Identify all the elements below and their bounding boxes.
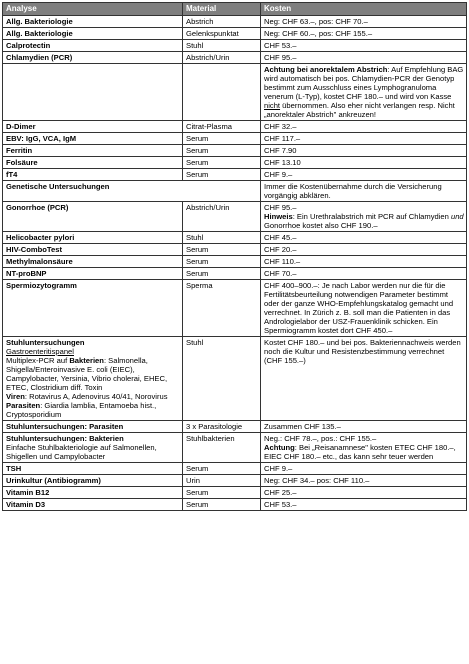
header-kosten: Kosten [261,3,467,16]
table-row [3,268,467,280]
kosten-value: CHF 95.– [264,203,297,212]
table-row [3,475,467,487]
material-cell: Sperma [183,280,261,337]
kosten-cell: CHF 45.– [261,232,467,244]
table-row [3,28,467,40]
kosten-cell: Kostet CHF 180.– und bei pos. Bakteriennachweis werden noch die Kultur und Resistenzbestimmung verrechnet (CHF 155.–) [261,337,467,421]
analyse-cell: HIV-ComboTest [3,244,183,256]
material-cell-empty [183,64,261,121]
material-cell: Serum [183,169,261,181]
kosten-cell: CHF 7.90 [261,145,467,157]
analyse-cell: Ferritin [3,145,183,157]
bakterien-text: : Salmonella, Shigella/Enteroinvasive E. coli (EIEC), Campylobacter, Yersinia, Vibrio cholerai, EHEC, ETEC, Clostridium diff. Toxin [6,356,168,392]
kosten-cell: CHF 9.– [261,463,467,475]
table-row [3,421,467,433]
kosten-cell: CHF 9.– [261,169,467,181]
analyse-cell: Urinkultur (Antibiogramm) [3,475,183,487]
viren-text: : Rotavirus A, Adenovirus 40/41, Norovirus [24,392,168,401]
analyse-cell: Vitamin D3 [3,499,183,511]
cost-table-wrapper [2,2,466,511]
table-row [3,487,467,499]
table-row [3,16,467,28]
hinweis-italic: und [450,212,464,221]
material-cell: Serum [183,499,261,511]
table-row [3,202,467,232]
analyse-cell [3,433,183,463]
analyse-cell: Folsäure [3,157,183,169]
cost-table [2,2,467,511]
parasiten-label: Parasiten [6,401,41,410]
kosten-value: Neg.: CHF 78.–, pos.: CHF 155.– [264,434,377,443]
analyse-cell: TSH [3,463,183,475]
stuhl-panel: Gastroenteritispanel [6,347,74,356]
kosten-cell: CHF 53.– [261,499,467,511]
viren-label: Viren [6,392,25,401]
analyse-cell-empty [3,64,183,121]
kosten-cell: CHF 400–900.–: Je nach Labor werden nur die für die Fertilitätsbeurteilung notwendigen Parameter bestimmt oder der ganze WHO-Empfehlungskatalog gemacht und verrechnet. In Zürich z. B. soll man die Patienten in das Andrologielabor der USZ-Frauenklinik schicken. Ein Spermiogramm kostet dort CHF 450.– [261,280,467,337]
table-row [3,121,467,133]
kosten-cell: CHF 32.– [261,121,467,133]
analyse-cell: Genetische Untersuchungen [3,181,261,202]
note-text: : Auf Empfehlung BAG wird automatisch bei pos. Chlamydien-PCR der Genotyp bestimmt zum Ausschluss eines Lymphogranuloma venerum (L-Typ), kostet CHF 180.– und wird von Kasse [264,65,464,101]
material-cell: Serum [183,256,261,268]
analyse-cell: NT-proBNP [3,268,183,280]
table-row [3,256,467,268]
analyse-cell: D-Dimer [3,121,183,133]
note-bold: Achtung bei anorektalem Abstrich [264,65,388,74]
analyse-cell: Calprotectin [3,40,183,52]
table-row [3,157,467,169]
header-material: Material [183,3,261,16]
kosten-cell: Neg: CHF 63.–, pos: CHF 70.– [261,16,467,28]
table-row [3,499,467,511]
header-analyse: Analyse [3,3,183,16]
analyse-cell: Methylmalonsäure [3,256,183,268]
material-cell: Serum [183,145,261,157]
analyse-cell: Chlamydien (PCR) [3,52,183,64]
kosten-cell: Neg: CHF 60.–, pos: CHF 155.– [261,28,467,40]
achtung-text: : Bei „Reisanamnese" kosten ETEC CHF 180.–, EIEC CHF 180.– etc., das kann sehr teuer werden [264,443,456,461]
material-cell: Serum [183,157,261,169]
stuhl-bak-title: Stuhluntersuchungen: Bakterien [6,434,124,443]
stuhl-title: Stuhluntersuchungen [6,338,85,347]
hinweis-text: : Ein Urethralabstrich mit PCR auf Chlamydien [292,212,451,221]
material-cell: Abstrich/Urin [183,52,261,64]
table-row [3,244,467,256]
analyse-cell [3,337,183,421]
kosten-cell: Zusammen CHF 135.– [261,421,467,433]
parasiten-text: : Giardia lamblia, Entamoeba hist., Cryptosporidium [6,401,157,419]
table-row [3,145,467,157]
material-cell: Abstrich [183,16,261,28]
table-row [3,337,467,421]
table-row [3,181,467,202]
note-underline: nicht [264,101,281,110]
kosten-cell: CHF 53.– [261,40,467,52]
material-cell: Urin [183,475,261,487]
analyse-cell: EBV: IgG, VCA, IgM [3,133,183,145]
material-cell: Stuhlbakterien [183,433,261,463]
material-cell: Stuhl [183,232,261,244]
material-cell: Serum [183,268,261,280]
table-row [3,133,467,145]
analyse-cell: Spermiozytogramm [3,280,183,337]
stuhl-bak-sub: Einfache Stuhlbakteriologie auf Salmonellen, Shigellen und Campylobacter [6,443,157,461]
analyse-cell: Gonorrhoe (PCR) [3,202,183,232]
kosten-cell: Immer die Kostenübernahme durch die Versicherung vorgängig abklären. [261,181,467,202]
table-row [3,52,467,64]
kosten-cell: CHF 20.– [261,244,467,256]
kosten-cell: CHF 117.– [261,133,467,145]
kosten-cell: Neg: CHF 34.– pos: CHF 110.– [261,475,467,487]
table-row [3,463,467,475]
analyse-cell: Stuhluntersuchungen: Parasiten [3,421,183,433]
multiplex-text: Multiplex-PCR auf [6,356,70,365]
material-cell: Stuhl [183,40,261,52]
analyse-cell: Allg. Bakteriologie [3,28,183,40]
kosten-cell [261,433,467,463]
kosten-cell: CHF 13.10 [261,157,467,169]
analyse-cell: fT4 [3,169,183,181]
chlamydien-note-cell [261,64,467,121]
analyse-cell: Vitamin B12 [3,487,183,499]
achtung-label: Achtung [264,443,295,452]
table-row [3,280,467,337]
kosten-cell: CHF 70.– [261,268,467,280]
material-cell: Serum [183,133,261,145]
table-header-row [3,3,467,16]
material-cell: Gelenkspunktat [183,28,261,40]
material-cell: Abstrich/Urin [183,202,261,232]
table-row [3,232,467,244]
bakterien-label: Bakterien [69,356,104,365]
material-cell: Stuhl [183,337,261,421]
hinweis-text: Gonorrhoe kostet also CHF 190.– [264,221,378,230]
kosten-cell [261,202,467,232]
analyse-cell: Helicobacter pylori [3,232,183,244]
material-cell: Citrat-Plasma [183,121,261,133]
analyse-cell: Allg. Bakteriologie [3,16,183,28]
table-row [3,433,467,463]
table-row [3,40,467,52]
kosten-cell: CHF 25.– [261,487,467,499]
kosten-cell: CHF 95.– [261,52,467,64]
kosten-cell: CHF 110.– [261,256,467,268]
note-text: übernommen. Also eher nicht verlangen resp. Nicht „anorektaler Abstrich" ankreuzen! [264,101,455,119]
material-cell: Serum [183,244,261,256]
material-cell: 3 x Parasitologie [183,421,261,433]
hinweis-label: Hinweis [264,212,293,221]
material-cell: Serum [183,487,261,499]
material-cell: Serum [183,463,261,475]
table-row [3,169,467,181]
table-row [3,64,467,121]
